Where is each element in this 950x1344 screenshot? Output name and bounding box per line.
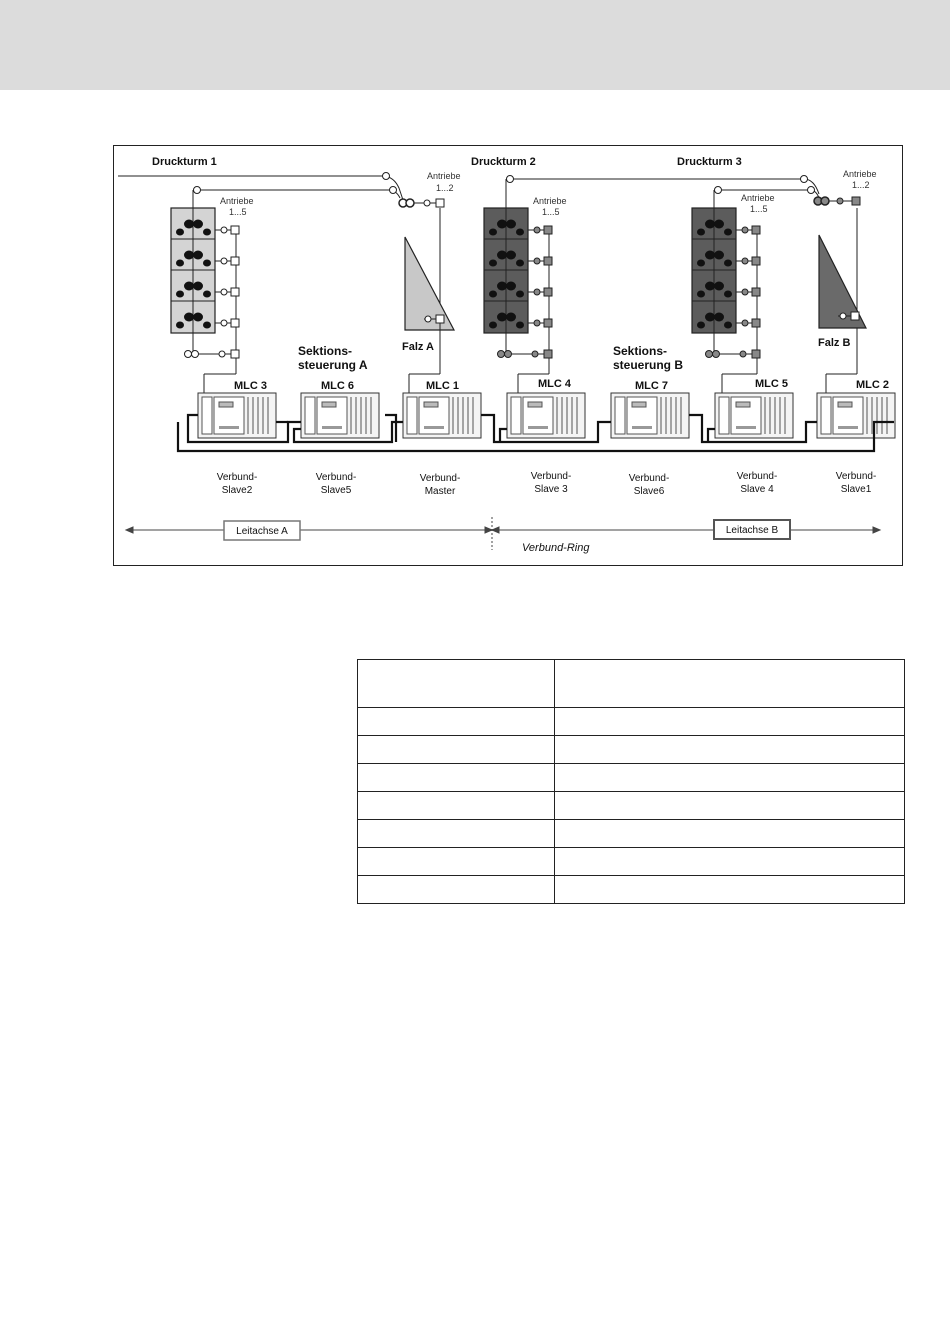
table-header-row [358,660,905,708]
role-1-line1: Verbund- [216,472,258,483]
antriebe-2-range: 1...2 [436,183,454,193]
druckturm-1-label: Druckturm 1 [152,156,217,168]
page-header-band [0,0,950,90]
table-row [358,736,905,764]
table-cell [358,848,555,876]
leitachse-b-label: Leitachse B [725,525,779,536]
table-row [358,876,905,904]
role-7-line1: Verbund- [835,471,877,482]
role-4-line2: Slave 3 [534,484,568,495]
table-cell [555,820,905,848]
table-row [358,792,905,820]
table-cell [358,764,555,792]
table-cell [555,764,905,792]
role-3-line2: Master [424,486,456,497]
falz-b [814,197,866,393]
table-cell [555,876,905,904]
sektionssteuerung-b-line2: steuerung B [613,358,684,372]
network-diagram [113,145,903,566]
antriebe-4-range: 1...5 [750,204,768,214]
antriebe-4-label: Antriebe [741,193,775,203]
table-header-cell [555,660,905,708]
antriebe-2-label: Antriebe [427,171,461,181]
mlc-modules [198,393,895,438]
role-5-line2: Slave6 [633,486,665,497]
data-table [357,659,905,904]
mlc-1-module [403,393,481,438]
role-6-line1: Verbund- [736,471,778,482]
druckturm-2-label: Druckturm 2 [471,156,536,168]
mlc-6-module [301,393,379,438]
antriebe-5-range: 1...2 [852,180,870,190]
sektionssteuerung-a-line1: Sektions- [298,344,353,358]
antriebe-1-range: 1...5 [229,207,247,217]
mlc-5-label: MLC 5 [755,378,788,390]
falz-a [399,199,454,393]
role-6-line2: Slave 4 [740,484,774,495]
mlc-3-label: MLC 3 [234,380,267,392]
antriebe-1-label: Antriebe [220,196,254,206]
role-1-line2: Slave2 [221,485,253,496]
antriebe-3-label: Antriebe [533,196,567,206]
table-cell [358,820,555,848]
table-row [358,708,905,736]
table-cell [555,792,905,820]
mlc-2-label: MLC 2 [856,379,889,391]
mlc-3-module [198,393,276,438]
verbund-ring-label: Verbund-Ring [522,542,590,554]
table-row [358,848,905,876]
antriebe-5-label: Antriebe [843,169,877,179]
table-header-cell [358,660,555,708]
table-row [358,764,905,792]
mlc-4-module [507,393,585,438]
role-2-line2: Slave5 [320,485,352,496]
table-row [358,820,905,848]
mlc-2-module [817,393,895,438]
table-cell [555,736,905,764]
leitachse-a-label: Leitachse A [236,526,288,537]
mlc-4-label: MLC 4 [538,378,571,390]
table-cell [358,736,555,764]
druckturm-3-label: Druckturm 3 [677,156,742,168]
mlc-5-module [715,393,793,438]
role-3-line1: Verbund- [419,473,461,484]
sektionssteuerung-b-line1: Sektions- [613,344,668,358]
role-5-line1: Verbund- [628,473,670,484]
mlc-6-label: MLC 6 [321,380,354,392]
mlc-1-label: MLC 1 [426,380,459,392]
druckturm-2 [484,208,528,333]
table-cell [358,708,555,736]
table-cell [555,848,905,876]
sektionssteuerung-a-line2: steuerung A [298,358,368,372]
druckturm-3 [692,208,736,333]
falz-a-label: Falz A [402,341,434,353]
falz-b-label: Falz B [818,337,851,349]
table-cell [555,708,905,736]
table-cell [358,876,555,904]
diagram-canvas [114,146,903,566]
role-4-line1: Verbund- [530,471,572,482]
antriebe-3-range: 1...5 [542,207,560,217]
role-2-line1: Verbund- [315,472,357,483]
druckturm-1 [171,208,215,333]
mlc-7-label: MLC 7 [635,380,668,392]
mlc-7-module [611,393,689,438]
role-7-line2: Slave1 [840,484,872,495]
table-cell [358,792,555,820]
